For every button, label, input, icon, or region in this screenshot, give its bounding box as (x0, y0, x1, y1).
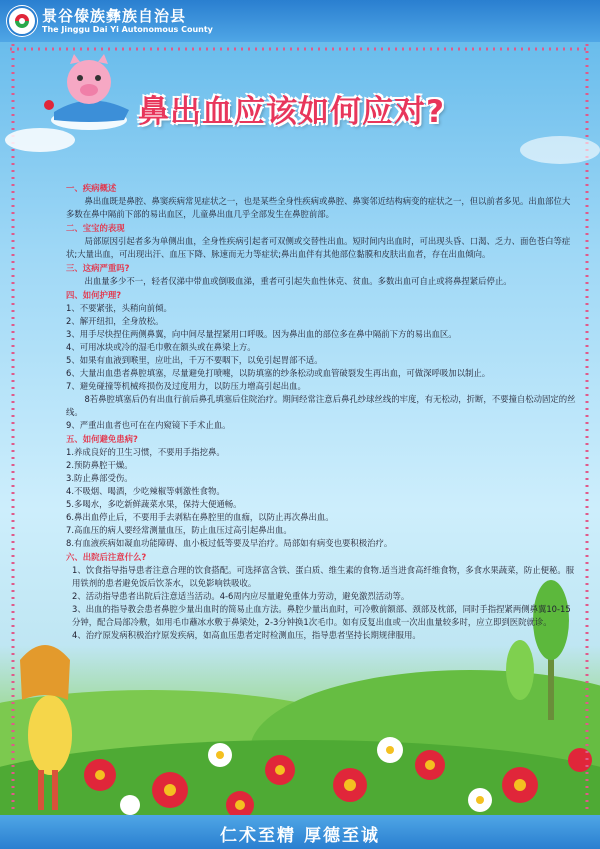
section-heading: 三、这病严重吗? (66, 263, 130, 273)
section-heading: 一、疾病概述 (66, 183, 117, 193)
section-paragraph: 鼻出血既是鼻腔、鼻窦疾病常见症状之一，也是某些全身性疾病或鼻腔、鼻窦邻近结构病变的症状之一，但以前者多见。出血部位大多数在鼻中隔前下部的易出血区，儿童鼻出血几乎全部发生在鼻腔前部。 (66, 196, 571, 219)
county-name: 景谷傣族彝族自治县 (42, 7, 187, 25)
section-paragraph: 5.多喝水，多吃新鲜蔬菜水果，保持大便通畅。 (66, 499, 242, 509)
section-paragraph: 3、出血的指导教会患者鼻腔少量出血时的简易止血方法。鼻腔少量出血时，可冷敷前额部、颈部及枕部，同时手指捏紧两侧鼻翼10-15分钟，配合局部冷敷，如用毛巾蘸冰水敷于鼻梁处，2-3分钟换1次毛巾。如有反复出血或一次出血量较多时，应立即到医院就诊。 (72, 604, 571, 627)
section-paragraph: 2、解开纽扣，全身放松。 (66, 316, 164, 326)
section-paragraph: 4、可用冰块或冷的湿毛巾敷在额头或在鼻梁上方。 (66, 342, 256, 352)
section-paragraph: 2.预防鼻腔干燥。 (66, 460, 133, 470)
county-name-english: The Jinggu Dai Yi Autonomous County (42, 25, 213, 34)
section-heading: 五、如何避免患病? (66, 434, 138, 444)
section-paragraph: 4、治疗原发病积极治疗原发疾病，如高血压患者定时检测血压，指导患者坚持长期规律服用。 (72, 630, 421, 640)
section-paragraph: 局部原因引起者多为单侧出血，全身性疾病引起者可双侧或交替性出血。短时间内出血时，可出现头昏、口渴、乏力、面色苍白等症状;大量出血，可出现出汗、血压下降、脉速而无力等症状;鼻出血伴有其他部位黏膜和皮肤出血者，存在出血倾向。 (66, 236, 571, 259)
section-paragraph: 7、避免碰撞等机械疼损伤及过度用力，以防压力增高引起出血。 (66, 381, 306, 391)
section-heading: 二、宝宝的表现 (66, 223, 125, 233)
section-paragraph: 7.高血压的病人要经常测量血压，防止血压过高引起鼻出血。 (66, 525, 292, 535)
section-paragraph: 3、用手尽快捏住两侧鼻翼，向中间尽量捏紧用口呼吸。因为鼻出血的部位多在鼻中隔前下方的易出血区。 (66, 329, 457, 339)
section-paragraph: 1、饮食指导指导患者注意合理的饮食搭配。可选择富含铁、蛋白质、维生素的食物.适当进食高纤维食物，多食水果蔬菜，防止便秘。服用铁剂的患者避免饭后饮茶水，以免影响铁吸收。 (72, 565, 575, 588)
section-paragraph: 5、如果有血液到喉里，应吐出，千万不要咽下，以免引起胃部不适。 (66, 355, 323, 365)
section-paragraph: 9、严重出血者也可在在内窥镜下手术止血。 (66, 420, 231, 430)
section-heading: 四、如何护理? (66, 290, 122, 300)
section-paragraph: 出血量多少不一，轻者仅涕中带血或倒吸血涕，重者可引起失血性休克、贫血。多数出血可自止或将鼻捏紧后停止。 (84, 276, 512, 286)
section-paragraph: 2、活动指导患者出院后注意适当活动。4-6周内应尽量避免重体力劳动，避免激烈活动等。 (72, 591, 410, 601)
section-heading: 六、出院后注意什么? (66, 552, 147, 562)
section-paragraph: 8若鼻腔填塞后仍有出血行前后鼻孔填塞后住院治疗。期间经常注意后鼻孔纱球丝线的牢度，有无松动，折断，不要撞自松动固定的丝线。 (66, 394, 576, 417)
footer-slogan: 仁术至精 厚德至诚 (220, 826, 380, 846)
section-paragraph: 1、不要紧张，头稍向前倾。 (66, 303, 172, 313)
section-paragraph: 4.不吸烟、喝酒，少吃辣椒等刺激性食物。 (66, 486, 225, 496)
article-content (66, 181, 576, 642)
section-paragraph: 8.有血液疾病如凝血功能障碍、血小板过低等要及早治疗。局部如有病变也要积极治疗。 (66, 538, 393, 548)
section-paragraph: 1.养成良好的卫生习惯，不要用手指挖鼻。 (66, 447, 225, 457)
section-paragraph: 3.防止鼻部受伤。 (66, 473, 133, 483)
county-logo-icon (6, 5, 38, 37)
section-paragraph: 6、大量出血患者鼻腔填塞，尽量避免打喷嚏，以防填塞的纱条松动或血管破裂发生再出血，可做深呼吸加以制止。 (66, 368, 491, 378)
section-paragraph: 6.鼻出血停止后，不要用手去剥粘在鼻腔里的血痂，以防止再次鼻出血。 (66, 512, 334, 522)
page-title: 鼻出血应该如何应对? (138, 94, 445, 130)
